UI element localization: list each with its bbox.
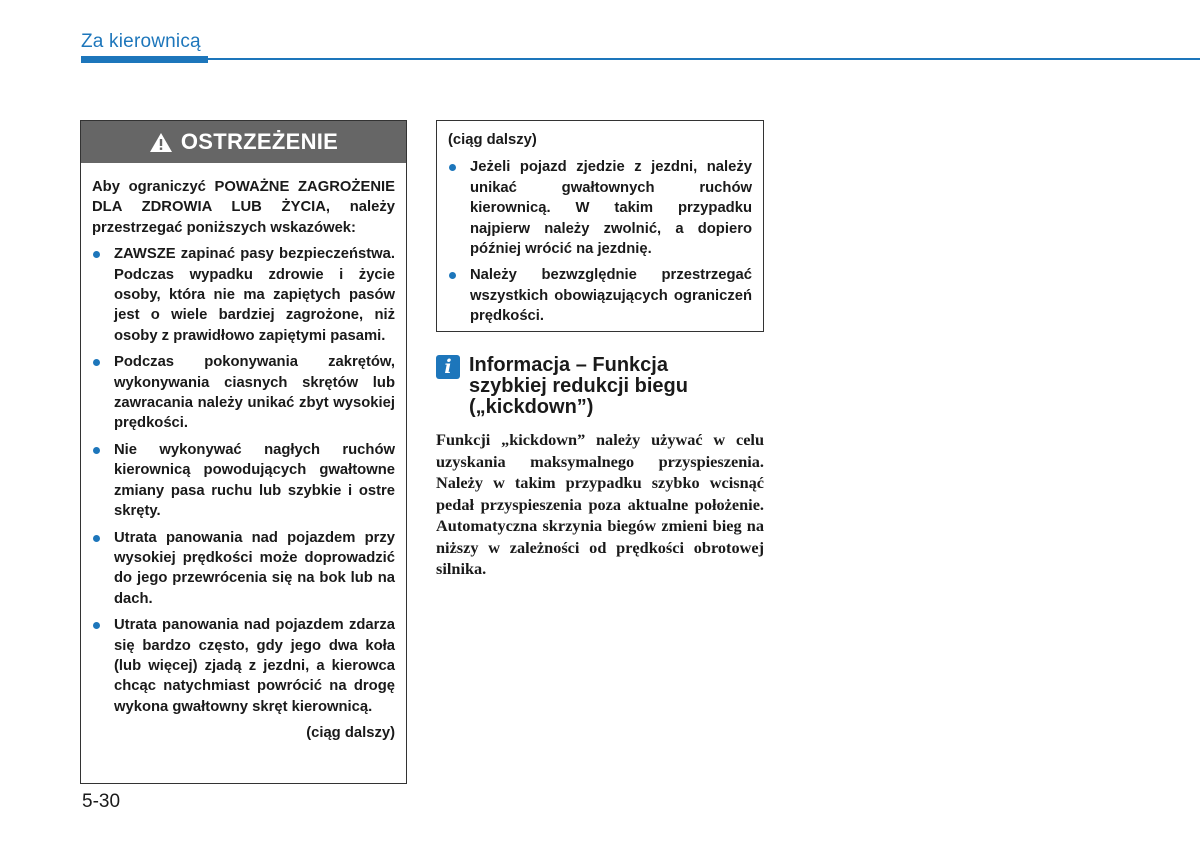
bullet-dot-icon	[93, 447, 100, 454]
list-item: Utrata panowania nad pojazdem zdarza się bardzo często, gdy jego dwa koła (lub więcej) zjadą z jezdni, a kierowca chcąc natychmiast powrócić na drogę wykona gwałtowny skręt kierownicą.	[92, 615, 395, 717]
info-title	[469, 355, 769, 418]
list-item: ZAWSZE zapinać pasy bezpieczeństwa. Podczas wypadku zdrowie i życie osoby, która nie ma zapiętych pasów jest o wiele bardziej zagrożone, niż osoby z prawidłowo zapiętymi pasami.	[92, 244, 395, 346]
list-item: Podczas pokonywania zakrętów, wykonywania ciasnych skrętów lub zawracania należy unikać zbyt wysokiej prędkości.	[92, 352, 395, 434]
warning-intro: Aby ograniczyć POWAŻNE ZAGROŻENIE DLA ZDROWIA LUB ŻYCIA, należy przestrzegać poniższych wskazówek:	[92, 179, 395, 236]
list-item: Należy bezwzględnie przestrzegać wszystkich obowiązujących ograniczeń prędkości.	[448, 265, 752, 326]
bullet-dot-icon	[93, 622, 100, 629]
page-number: 5-30	[82, 791, 121, 812]
info-text: Funkcji „kickdown” należy używać w celu uzyskania maksymalnego przyspieszenia. Należy w takim przypadku szybko wcisnąć pedał przyspieszenia poza aktualne położenie. Automatyczna skrzynia biegów zmieni bieg na niższy w zależności od prędkości obrotowej silnika.	[436, 430, 764, 578]
warning-box	[80, 120, 407, 784]
warning-triangle-icon	[149, 132, 173, 153]
info-icon: i	[436, 355, 460, 379]
bullet-dot-icon	[449, 272, 456, 279]
warning-bullet-list	[92, 244, 395, 717]
continued-note: (ciąg dalszy)	[306, 725, 395, 742]
info-title-line: Informacja – Funkcja	[469, 354, 668, 376]
warning-header	[81, 121, 406, 163]
info-title-line: szybkiej redukcji biegu	[469, 375, 688, 397]
continued-box	[436, 120, 764, 332]
bullet-dot-icon	[93, 535, 100, 542]
list-item: Nie wykonywać nagłych ruchów kierownicą powodujących gwałtowne zmiany pasa ruchu lub szybkie i ostre skręty.	[92, 440, 395, 522]
bullet-dot-icon	[449, 164, 456, 171]
list-item: Utrata panowania nad pojazdem przy wysokiej prędkości może doprowadzić do jego przewrócenia się na bok lub na dach.	[92, 528, 395, 610]
bullet-dot-icon	[93, 251, 100, 258]
warning-body	[81, 163, 406, 744]
list-item: Jeżeli pojazd zjedzie z jezdni, należy unikać gwałtownych ruchów kierownicą. W takim przypadku najpierw należy zwolnić, a dopiero później wrócić na jezdnię.	[448, 157, 752, 259]
warning-title: OSTRZEŻENIE	[180, 129, 339, 154]
continued-bullet-list	[448, 157, 752, 326]
continued-label: (ciąg dalszy)	[448, 132, 537, 148]
section-title: Za kierownicą	[81, 31, 201, 52]
bullet-dot-icon	[93, 359, 100, 366]
info-title-line: („kickdown”)	[469, 396, 594, 418]
header-rule	[81, 58, 1200, 60]
header-tab-bar	[81, 56, 208, 63]
